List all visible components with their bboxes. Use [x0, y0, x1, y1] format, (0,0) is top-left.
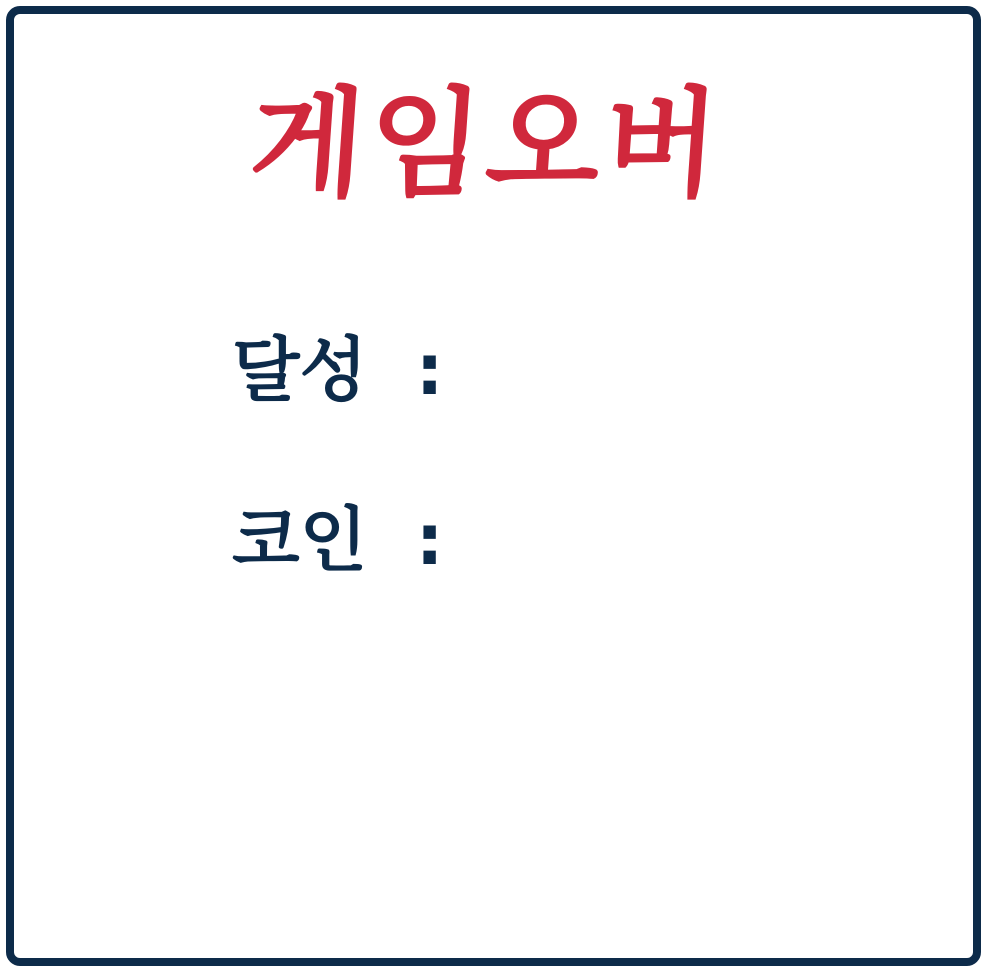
- coin-separator: :: [415, 499, 444, 581]
- achievement-stat: [232, 329, 460, 411]
- achievement-separator: :: [415, 329, 444, 411]
- coin-label: 코인: [232, 499, 368, 581]
- coin-stat: [232, 499, 460, 581]
- achievement-label: 달성: [232, 329, 368, 411]
- game-over-title: 게임오버: [245, 75, 728, 213]
